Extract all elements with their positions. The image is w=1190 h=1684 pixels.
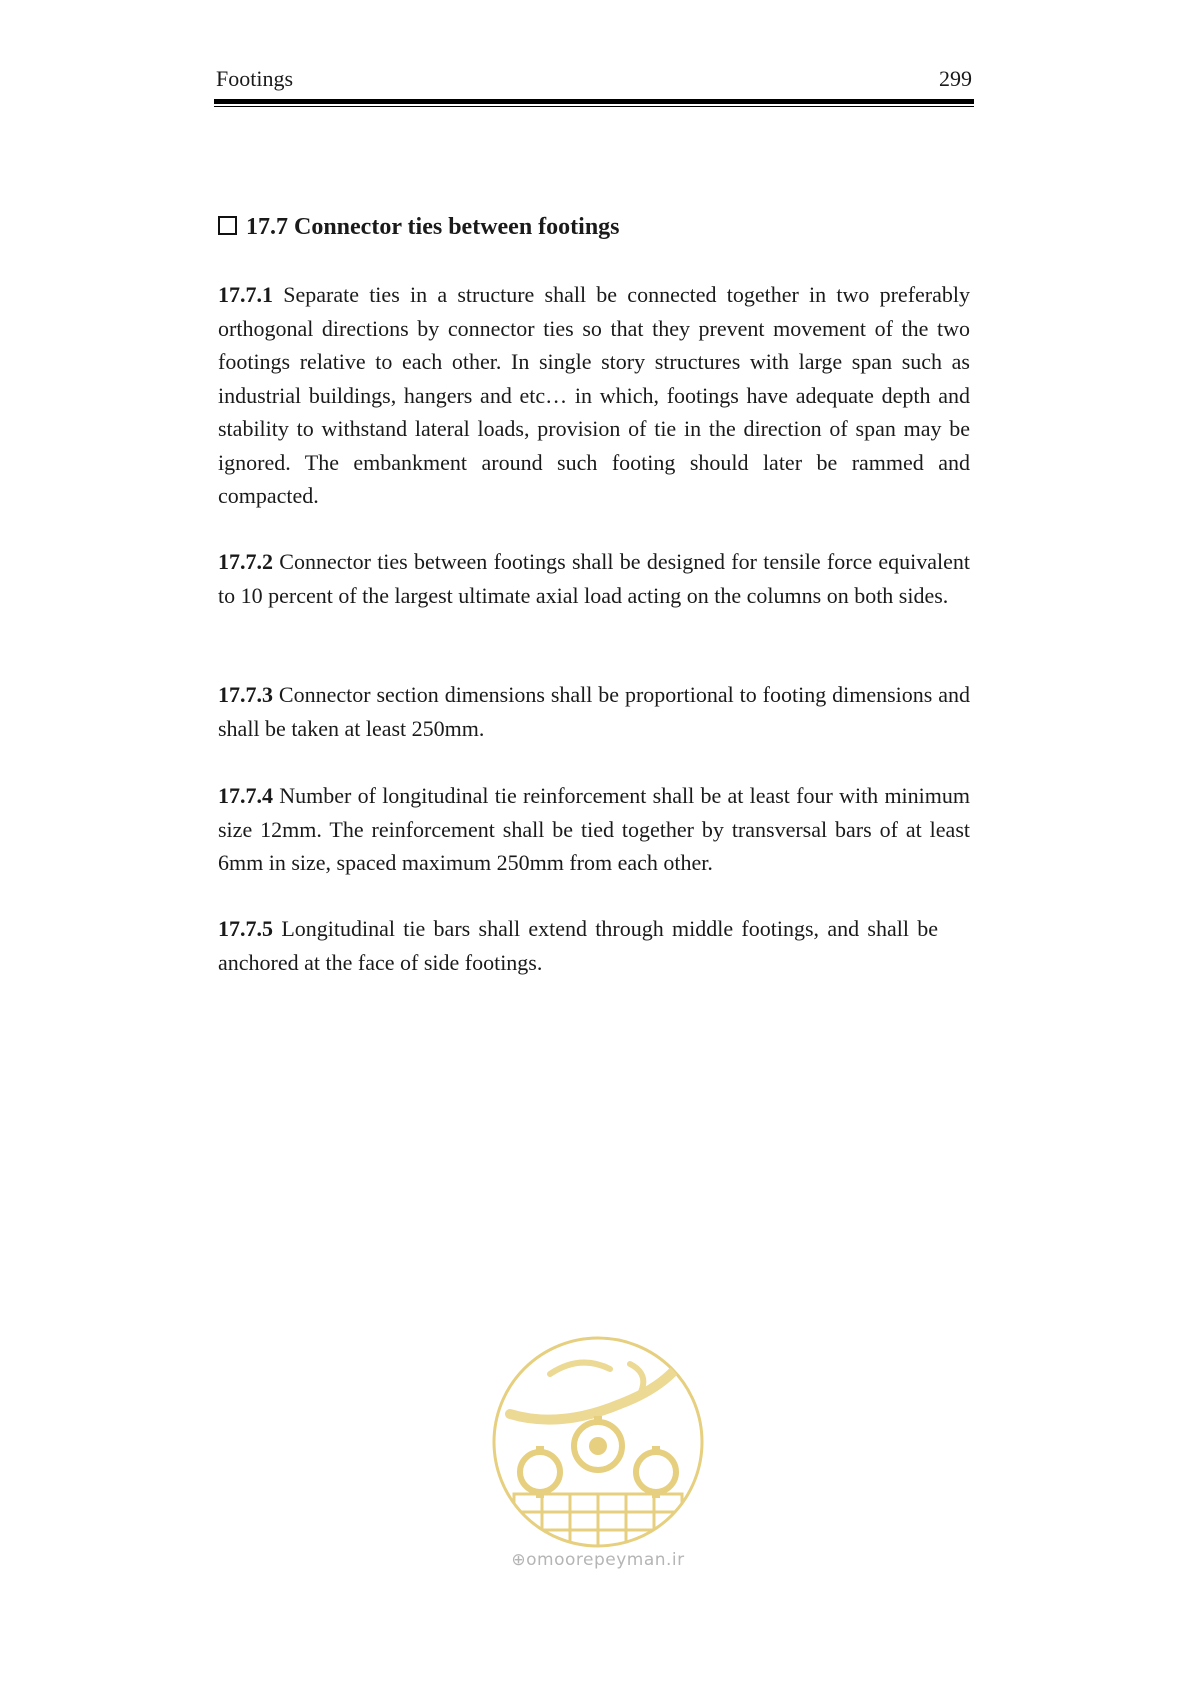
page-number: 299 (939, 66, 972, 91)
paragraph-17-7-3 (218, 678, 970, 745)
running-title: Footings (216, 66, 294, 91)
section-heading-text: 17.7 Connector ties between footings (246, 214, 620, 240)
paragraph-17-7-1 (218, 278, 970, 513)
page-header (214, 64, 974, 94)
header-rule-thick (214, 99, 974, 104)
omoorepeyman-logo (490, 1334, 706, 1550)
clause-number: 17.7.3 (218, 682, 273, 707)
clause-number: 17.7.5 (218, 916, 273, 941)
clause-text: Connector ties between footings shall be designed for tensile force equivalent to 10 percent of the largest ultimate axial load acting on the columns on both sides. (218, 549, 971, 608)
clause-number: 17.7.1 (218, 282, 273, 307)
clause-number: 17.7.4 (218, 783, 273, 808)
section-heading (218, 214, 620, 241)
clause-text: Connector section dimensions shall be proportional to footing dimensions and shall be taken at least 250mm. (218, 682, 971, 741)
clause-text: Longitudinal tie bars shall extend through middle footings, and shall be anchored at the face of side footings. (218, 916, 939, 975)
clause-number: 17.7.2 (218, 549, 273, 574)
checkbox-icon (218, 216, 237, 235)
clause-text: Separate ties in a structure shall be connected together in two preferably orthogonal directions by connector ties so that they prevent movement of the two footings relative to each other. In single story structures with large span such as industrial buildings, hangers and etc… in which, footings have adequate depth and stability to withstand lateral loads, provision of tie in the direction of span may be ignored. The embankment around such footing should later be rammed and compacted. (218, 282, 970, 508)
paragraph-17-7-4 (218, 779, 970, 880)
clause-text: Number of longitudinal tie reinforcement shall be at least four with minimum size 12mm. The reinforcement shall be tied together by transversal bars of at least 6mm in size, spaced maximum 250mm from each other. (218, 783, 970, 875)
paragraph-17-7-5 (218, 912, 938, 979)
watermark-site: ⊕omoorepeyman.ir (511, 1550, 685, 1570)
paragraph-17-7-2 (218, 545, 970, 612)
header-rule-thin (214, 106, 974, 107)
